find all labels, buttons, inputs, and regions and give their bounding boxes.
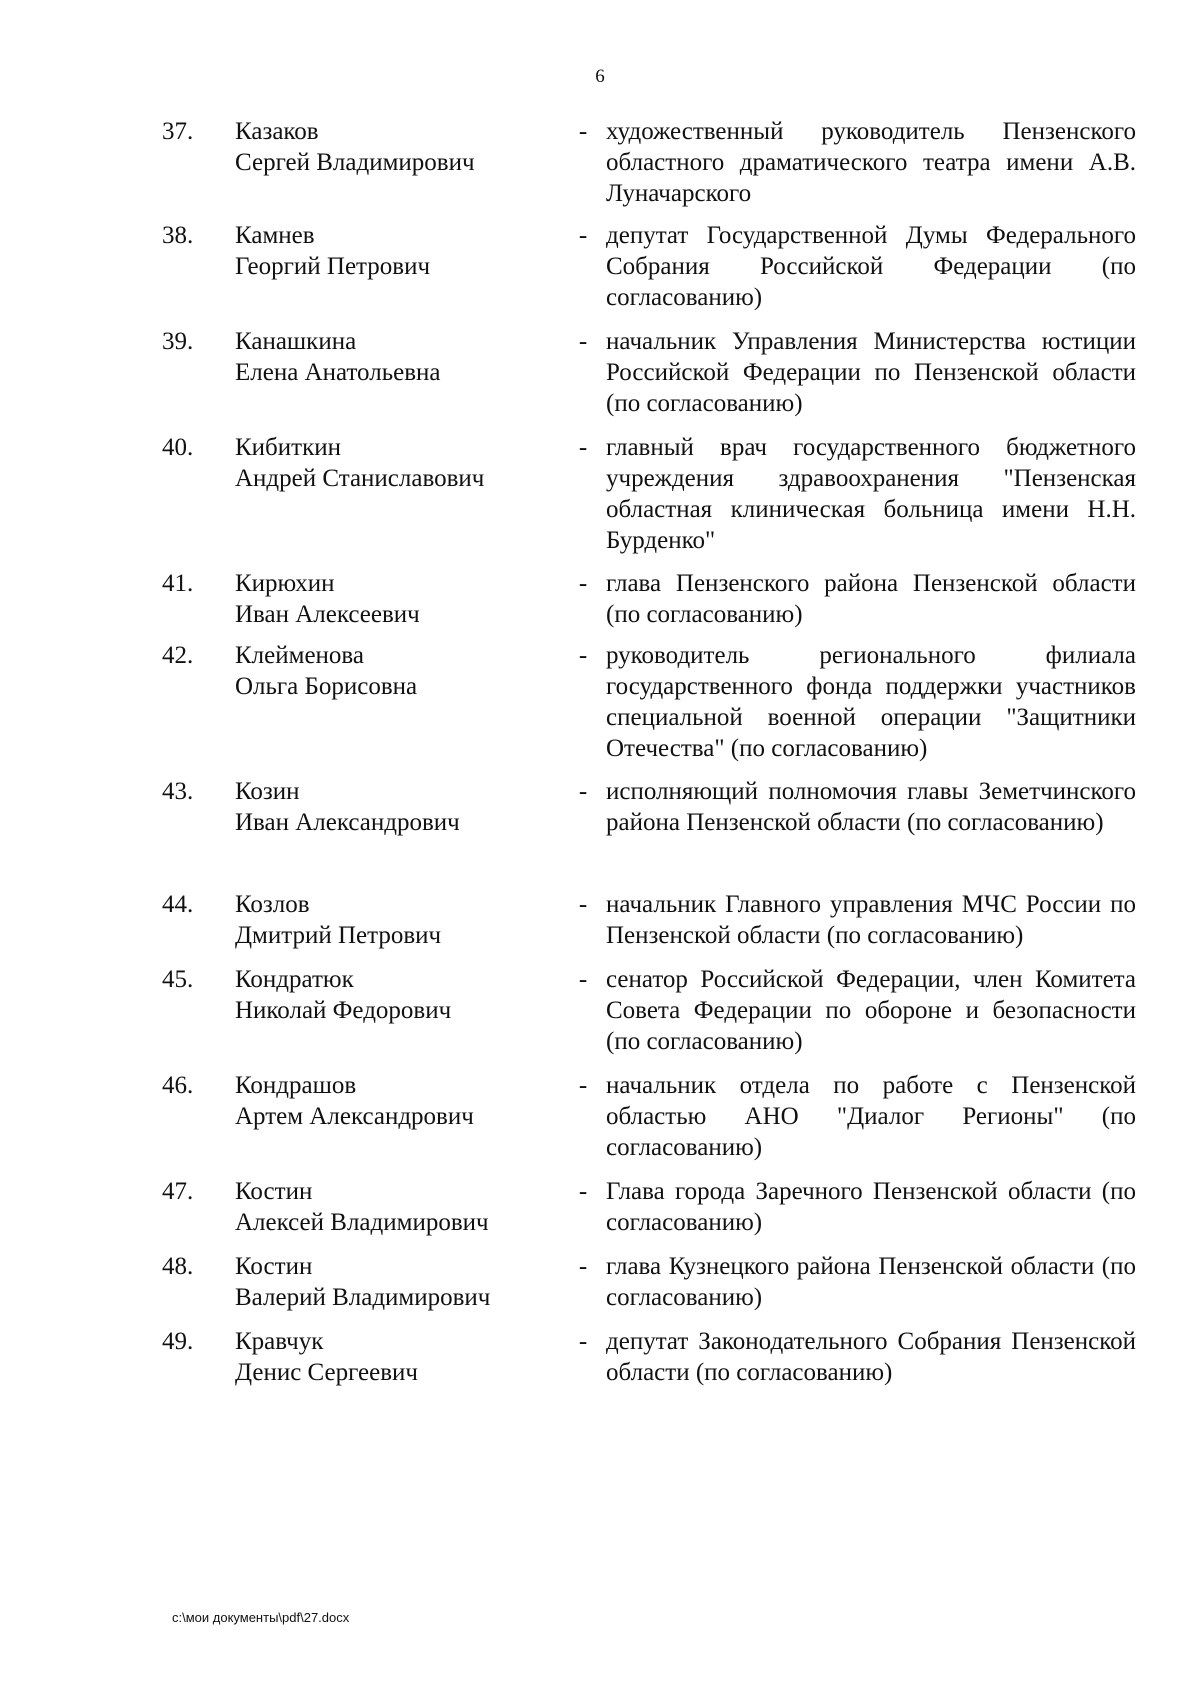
given-names: Иван Алексеевич [235,601,420,628]
given-names: Дмитрий Петрович [235,922,442,949]
item-number: 38. [162,222,194,249]
person-name [235,326,565,388]
dash: - [578,222,588,249]
surname: Кондратюк [235,966,354,993]
members-list [0,116,1200,1388]
surname: Канашкина [235,328,357,355]
given-names: Алексей Владимирович [235,1209,489,1236]
position-text: депутат Законодательного Собрания Пензенской области (по согласованию) [606,1328,1136,1386]
dash: - [578,570,588,597]
item-number: 40. [162,434,194,461]
given-names: Ольга Борисовна [235,673,418,700]
position-text: начальник отдела по работе с Пензенской областью АНО "Диалог Регионы" (по согласованию) [606,1072,1136,1161]
position-text: глава Пензенского района Пензенской области (по согласованию) [606,570,1136,628]
person-name [235,776,565,838]
position-text: исполняющий полномочия главы Земетчинского района Пензенской области (по согласованию) [606,778,1136,836]
position-text: Глава города Заречного Пензенской области (по согласованию) [606,1178,1136,1236]
person-name [235,889,565,951]
person-name [235,568,565,630]
surname: Кравчук [235,1328,324,1355]
dash: - [578,434,588,461]
person-name [235,116,565,178]
list-item [0,964,1200,1057]
list-item [0,889,1200,951]
item-number: 37. [162,118,194,145]
file-path-footer: c:\мои документы\pdf\27.docx [172,1610,350,1625]
dash: - [578,891,588,918]
given-names: Сергей Владимирович [235,149,475,176]
position-text: начальник Управления Министерства юстиции Российской Федерации по Пензенской области (по согласованию) [606,328,1136,417]
position-text: начальник Главного управления МЧС России по Пензенской области (по согласованию) [606,891,1136,949]
list-item [0,640,1200,764]
surname: Казаков [235,118,319,145]
surname: Камнев [235,222,315,249]
page-number: 6 [595,66,605,87]
item-number: 42. [162,642,194,669]
item-number: 46. [162,1072,194,1099]
person-name [235,640,565,702]
dash: - [578,1072,588,1099]
given-names: Иван Александрович [235,809,460,836]
position-text: художественный руководитель Пензенского областного драматического театра имени А.В. Луначарского [606,118,1136,207]
given-names: Валерий Владимирович [235,1284,491,1311]
surname: Костин [235,1253,313,1280]
dash: - [578,1178,588,1205]
given-names: Денис Сергеевич [235,1359,419,1386]
surname: Костин [235,1178,313,1205]
position-text: главный врач государственного бюджетного учреждения здравоохранения "Пензенская областная клиническая больница имени Н.Н. Бурденко" [606,434,1136,554]
list-item [0,776,1200,838]
person-name [235,1251,565,1313]
given-names: Артем Александрович [235,1103,474,1130]
item-number: 47. [162,1178,194,1205]
list-item [0,1176,1200,1238]
given-names: Георгий Петрович [235,253,431,280]
dash: - [578,118,588,145]
surname: Кирюхин [235,570,335,597]
person-name [235,432,565,494]
surname: Козлов [235,891,310,918]
list-item [0,432,1200,556]
dash: - [578,966,588,993]
given-names: Николай Федорович [235,997,452,1024]
list-item [0,1070,1200,1163]
list-item [0,220,1200,313]
list-item [0,1251,1200,1313]
item-number: 49. [162,1328,194,1355]
dash: - [578,642,588,669]
item-number: 45. [162,966,194,993]
list-item [0,1326,1200,1388]
given-names: Елена Анатольевна [235,359,441,386]
item-number: 43. [162,778,194,805]
list-item [0,326,1200,419]
surname: Клейменова [235,642,364,669]
position-text: депутат Государственной Думы Федерального Собрания Российской Федерации (по согласованию) [606,222,1136,311]
surname: Кондрашов [235,1072,357,1099]
dash: - [578,1253,588,1280]
item-number: 41. [162,570,194,597]
dash: - [578,328,588,355]
person-name [235,220,565,282]
position-text: глава Кузнецкого района Пензенской области (по согласованию) [606,1253,1136,1311]
position-text: руководитель регионального филиала государственного фонда поддержки участников специальной военной операции "Защитники Отечества" (по согласованию) [606,642,1136,762]
person-name [235,1176,565,1238]
item-number: 48. [162,1253,194,1280]
surname: Козин [235,778,300,805]
person-name [235,1070,565,1132]
given-names: Андрей Станиславович [235,465,485,492]
item-number: 39. [162,328,194,355]
position-text: сенатор Российской Федерации, член Комитета Совета Федерации по обороне и безопасности (по согласованию) [606,966,1136,1055]
dash: - [578,1328,588,1355]
person-name [235,1326,565,1388]
person-name [235,964,565,1026]
list-item [0,116,1200,209]
item-number: 44. [162,891,194,918]
dash: - [578,778,588,805]
surname: Кибиткин [235,434,341,461]
list-item [0,568,1200,630]
